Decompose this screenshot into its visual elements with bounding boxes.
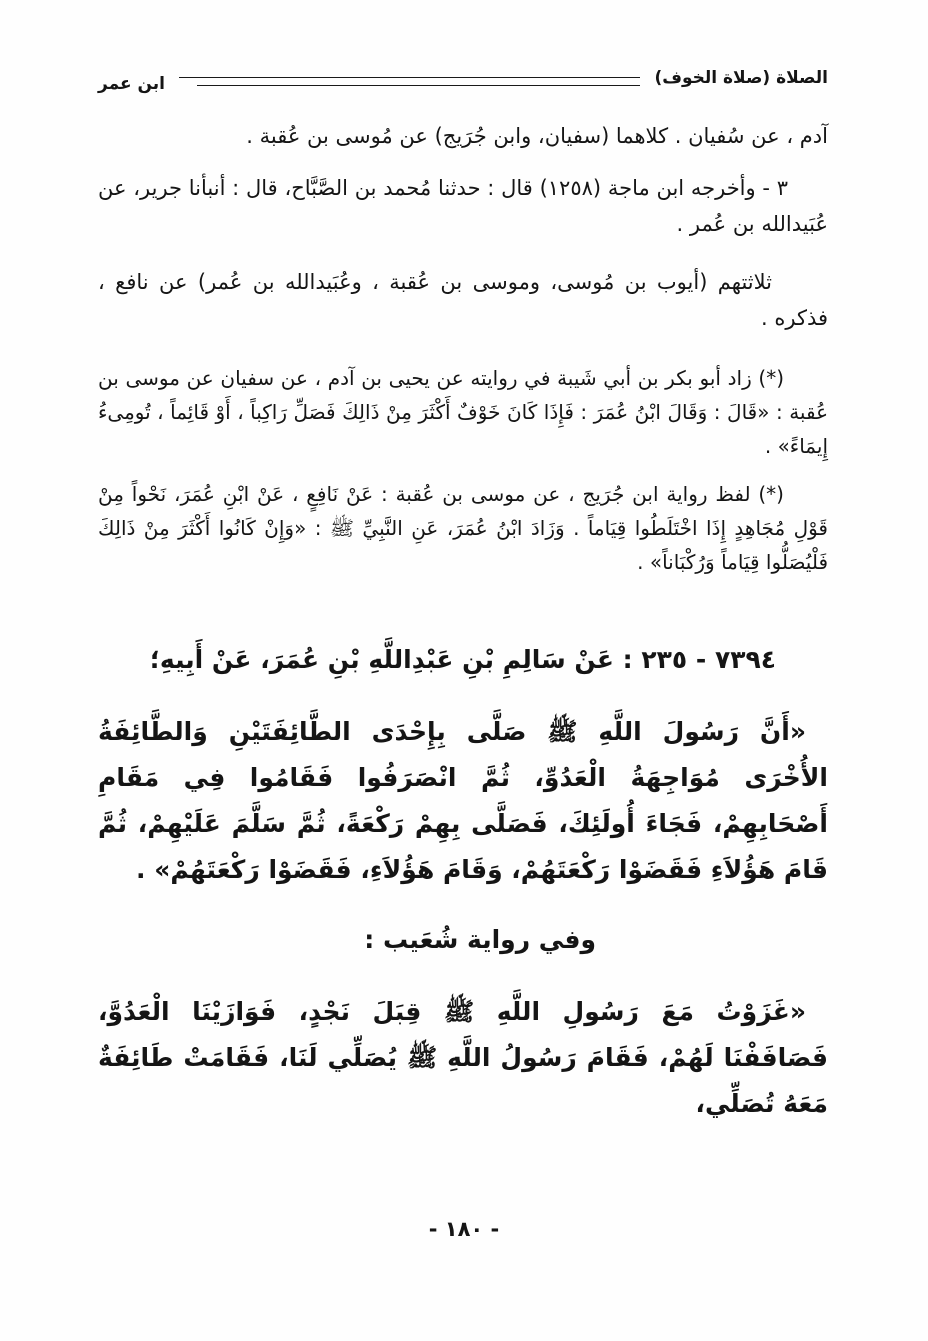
paragraph-hadith-matn: «أَنَّ رَسُولَ اللَّهِ ﷺ صَلَّى بِإِحْدَى الطَّائِفَتَيْنِ وَالطَّائِفَةُ الأُخْرَى مُوَاجِهَةُ الْعَدُوِّ، ثُمَّ انْصَرَفُوا فَقَامُوا فِي مَقَامِ أَصْحَابِهِمْ، فَجَاءَ أُولَئِكَ، فَصَلَّى بِهِمْ رَكْعَةً، ثُمَّ سَلَّمَ عَلَيْهِمْ، ثُمَّ قَامَ هَؤُلاَءِ فَقَضَوْا رَكْعَتَهُمْ، وَقَامَ هَؤُلاَءِ، فَقَضَوْا رَكْعَتَهُمْ» .: [98, 716, 828, 884]
narrator-title: ابن عمر: [98, 74, 166, 94]
paragraph-takhrij-ibn-majah: ٣ - وأخرجه ابن ماجة (١٢٥٨) قال : حدثنا مُحمد بن الصَّبَّاح، قال : أنبأنا جرير، عن عُبَيدالله بن عُمر .: [98, 176, 828, 237]
page-header: [98, 68, 828, 94]
paragraph-continuation: آدم ، عن سُفيان . كلاهما (سفيان، وابن جُرَيج) عن مُوسى بن عُقبة .: [246, 124, 828, 148]
page-number: - ١٨٠ -: [428, 1217, 500, 1241]
paragraph-riwaya-shuayb: «غَزَوْتُ مَعَ رَسُولِ اللَّهِ ﷺ قِبَلَ نَجْدٍ، فَوَازَيْنَا الْعَدُوَّ، فَصَافَفْنَا لَهُمْ، فَقَامَ رَسُولُ اللَّهِ ﷺ يُصَلِّي لَنَا، فَقَامَتْ طَائِفَةٌ مَعَهُ تُصَلِّي،: [98, 996, 828, 1118]
header-rule-top: [179, 77, 640, 78]
page-content: [98, 68, 828, 1127]
paragraph-three-narrators: ثلاثتهم (أيوب بن مُوسى، وموسى بن عُقبة ، وعُبَيدالله بن عُمر) عن نافع ، فذكره .: [98, 270, 828, 331]
paragraph-riwaya-intro: وفي رواية شُعَيب :: [364, 924, 596, 954]
paragraph-hadith-number-isnad: ٧٣٩٤ - ٢٣٥ : عَنْ سَالِمِ بْنِ عَبْدِاللَّهِ بْنِ عُمَرَ، عَنْ أَبِيهِ؛: [149, 644, 776, 674]
page-footer: [0, 1217, 928, 1241]
header-divider: [179, 77, 640, 86]
chapter-title: الصلاة (صلاة الخوف): [654, 68, 828, 88]
paragraph-note-ziyada: (*) زاد أبو بكر بن أبي شَيبة في روايته عن يحيى بن آدم ، عن سفيان عن موسى بن عُقبة : «قَالَ : وَقَالَ ابْنُ عُمَرَ : فَإِذَا كَانَ خَوْفٌ أَكْثَرَ مِنْ ذَالِكَ فَصَلِّ رَاكِباً ، أَوْ قَائِماً ، تُومِىءُ إِيمَاءً» .: [98, 365, 828, 458]
header-rule-bottom: [197, 85, 640, 86]
paragraph-note-lafz: (*) لفظ رواية ابن جُرَيج ، عن موسى بن عُقبة : عَنْ نَافِعٍ ، عَنْ ابْنِ عُمَرَ، نَحْواً مِنْ قَوْلِ مُجَاهِدٍ إِذَا اخْتَلَطُوا قِيَاماً . وَزَادَ ابْنُ عُمَرَ، عَنِ النَّبِيِّ ﷺ : «وَإِنْ كَانُوا أَكْثَرَ مِنْ ذَالِكَ فَلْيُصَلُّوا قِيَاماً وَرُكْبَاناً» .: [98, 481, 828, 574]
